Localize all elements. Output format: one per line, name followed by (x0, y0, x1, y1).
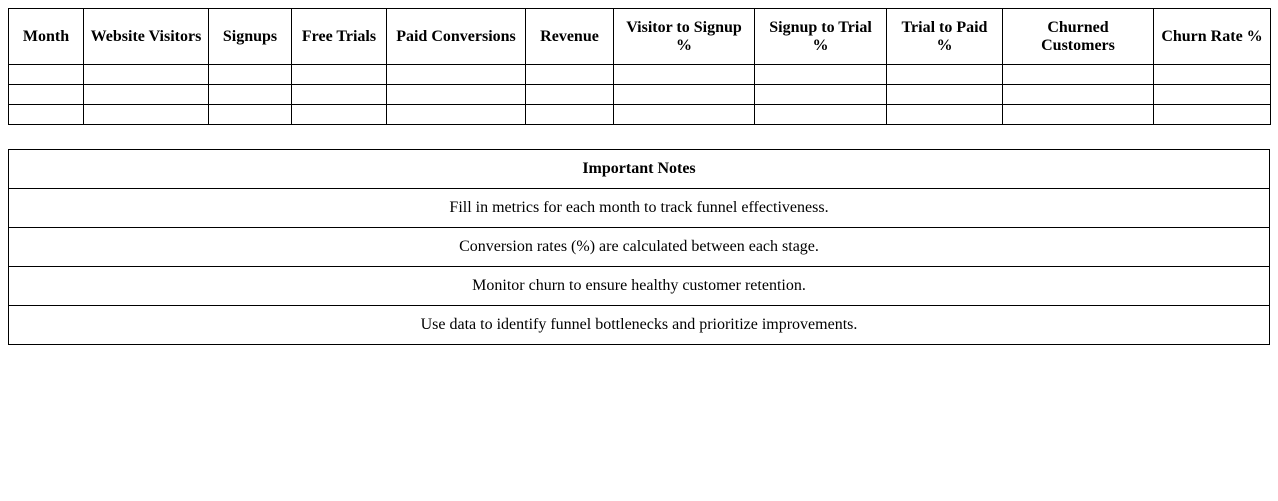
table-row (9, 85, 1271, 105)
important-notes-table (8, 149, 1270, 345)
table-cell[interactable] (1003, 85, 1154, 105)
table-cell[interactable] (526, 65, 614, 85)
note-text: Monitor churn to ensure healthy customer retention. (9, 267, 1270, 306)
column-header-signups: Signups (209, 9, 292, 65)
table-cell[interactable] (887, 105, 1003, 125)
note-row (9, 267, 1270, 306)
column-header-signup-to-trial: Signup to Trial % (755, 9, 887, 65)
column-header-paid-conversions: Paid Conversions (387, 9, 526, 65)
notes-title: Important Notes (9, 150, 1270, 189)
table-cell[interactable] (755, 85, 887, 105)
notes-header-row (9, 150, 1270, 189)
table-cell[interactable] (614, 65, 755, 85)
table-cell[interactable] (526, 105, 614, 125)
note-text: Fill in metrics for each month to track funnel effectiveness. (9, 189, 1270, 228)
table-cell[interactable] (9, 65, 84, 85)
table-cell[interactable] (1154, 65, 1271, 85)
table-cell[interactable] (9, 105, 84, 125)
table-cell[interactable] (292, 105, 387, 125)
table-cell[interactable] (292, 65, 387, 85)
note-row (9, 306, 1270, 345)
column-header-revenue: Revenue (526, 9, 614, 65)
table-cell[interactable] (1154, 85, 1271, 105)
table-cell[interactable] (209, 85, 292, 105)
column-header-churned-customers: Churned Customers (1003, 9, 1154, 65)
note-row (9, 189, 1270, 228)
column-header-website-visitors: Website Visitors (84, 9, 209, 65)
table-cell[interactable] (1154, 105, 1271, 125)
column-header-churn-rate: Churn Rate % (1154, 9, 1271, 65)
table-row (9, 65, 1271, 85)
funnel-metrics-table (8, 8, 1271, 125)
table-cell[interactable] (1003, 105, 1154, 125)
table-cell[interactable] (209, 65, 292, 85)
table-cell[interactable] (84, 65, 209, 85)
note-text: Conversion rates (%) are calculated between each stage. (9, 228, 1270, 267)
table-cell[interactable] (1003, 65, 1154, 85)
table-cell[interactable] (387, 105, 526, 125)
table-cell[interactable] (887, 85, 1003, 105)
table-cell[interactable] (209, 105, 292, 125)
table-cell[interactable] (755, 65, 887, 85)
table-cell[interactable] (614, 85, 755, 105)
note-text: Use data to identify funnel bottlenecks and prioritize improvements. (9, 306, 1270, 345)
page-content (8, 8, 1270, 345)
column-header-month: Month (9, 9, 84, 65)
table-cell[interactable] (84, 105, 209, 125)
column-header-trial-to-paid: Trial to Paid % (887, 9, 1003, 65)
table-cell[interactable] (292, 85, 387, 105)
table-cell[interactable] (387, 65, 526, 85)
table-row (9, 105, 1271, 125)
column-header-free-trials: Free Trials (292, 9, 387, 65)
table-cell[interactable] (9, 85, 84, 105)
table-cell[interactable] (755, 105, 887, 125)
column-header-visitor-to-signup: Visitor to Signup % (614, 9, 755, 65)
table-cell[interactable] (84, 85, 209, 105)
note-row (9, 228, 1270, 267)
table-cell[interactable] (887, 65, 1003, 85)
table-cell[interactable] (387, 85, 526, 105)
table-cell[interactable] (526, 85, 614, 105)
table-cell[interactable] (614, 105, 755, 125)
table-header-row (9, 9, 1271, 65)
